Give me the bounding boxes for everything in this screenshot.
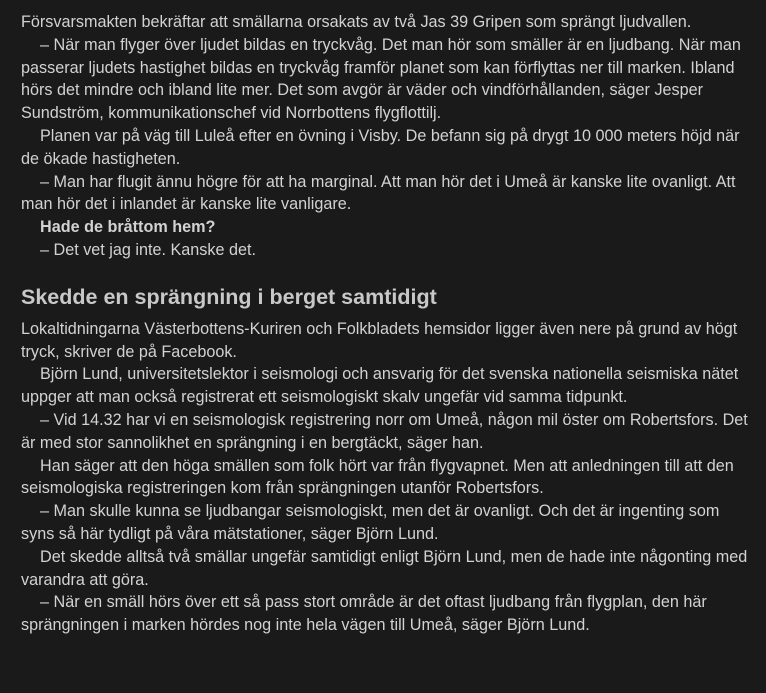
question-paragraph: Hade de bråttom hem? [40,218,216,237]
paragraph: Planen var på väg till Luleå efter en övning i Visby. De befann sig på drygt 10 000 meters höjd när de ökade hastigheten. [21,126,740,168]
paragraph: – Man skulle kunna se ljudbangar seismologiskt, men det är ovanligt. Och det är ingenting som syns så här tydligt på våra mätstationer, säger Björn Lund. [21,502,720,543]
article-section-2 [21,318,751,637]
paragraph: – Det vet jag inte. Kanske det. [40,240,256,259]
paragraph: – Vid 14.32 har vi en seismologisk registrering norr om Umeå, någon mil öster om Robertsfors. Det är med stor sannolikhet en sprängning i en bergtäckt, säger han. [21,410,748,452]
paragraph: Det skedde alltså två smällar ungefär samtidigt enligt Björn Lund, men de hade inte någonting med varandra att göra. [21,547,748,589]
paragraph: Lokaltidningarna Västerbottens-Kuriren och Folkbladets hemsidor ligger även nere på grund av högt tryck, skriver de på Facebook. [21,319,738,361]
paragraph: – När man flyger över ljudet bildas en tryckvåg. Det man hör som smäller är en ljudbang. När man passerar ljudets hastighet bildas en tryckvåg framför planet som kan förflyttas ner till marken. Ibland hörs det mindre och ibland lite mer. Det som avgör är väder och vindförhållanden, säger Jesper Sundström, kommunikationschef vid Norrbottens flygflottilj. [21,35,741,123]
article-body [21,11,751,637]
paragraph: – Man har flugit ännu högre för att ha marginal. Att man hör det i Umeå är kanske lite ovanligt. Att man hör det i inlandet är kanske lite vanligare. [21,172,736,214]
paragraph: Björn Lund, universitetslektor i seismologi och ansvarig för det svenska nationella seismiska nätet uppger att man också registrerat ett seismologiskt skalv ungefär vid samma tidpunkt. [21,365,739,407]
paragraph: Försvarsmakten bekräftar att smällarna orsakats av två Jas 39 Gripen som sprängt ljudvallen. [21,13,692,31]
article-section-1 [21,11,751,262]
paragraph: Han säger att den höga smällen som folk hört var från flygvapnet. Men att anledningen till att den seismologiska registreringen kom från sprängningen utanför Robertsfors. [21,456,734,498]
section-heading: Skedde en sprängning i berget samtidigt [21,284,437,309]
paragraph: – När en smäll hörs över ett så pass stort område är det oftast ljudbang från flygplan, den här sprängningen i marken hördes nog inte hela vägen till Umeå, säger Björn Lund. [21,593,707,635]
